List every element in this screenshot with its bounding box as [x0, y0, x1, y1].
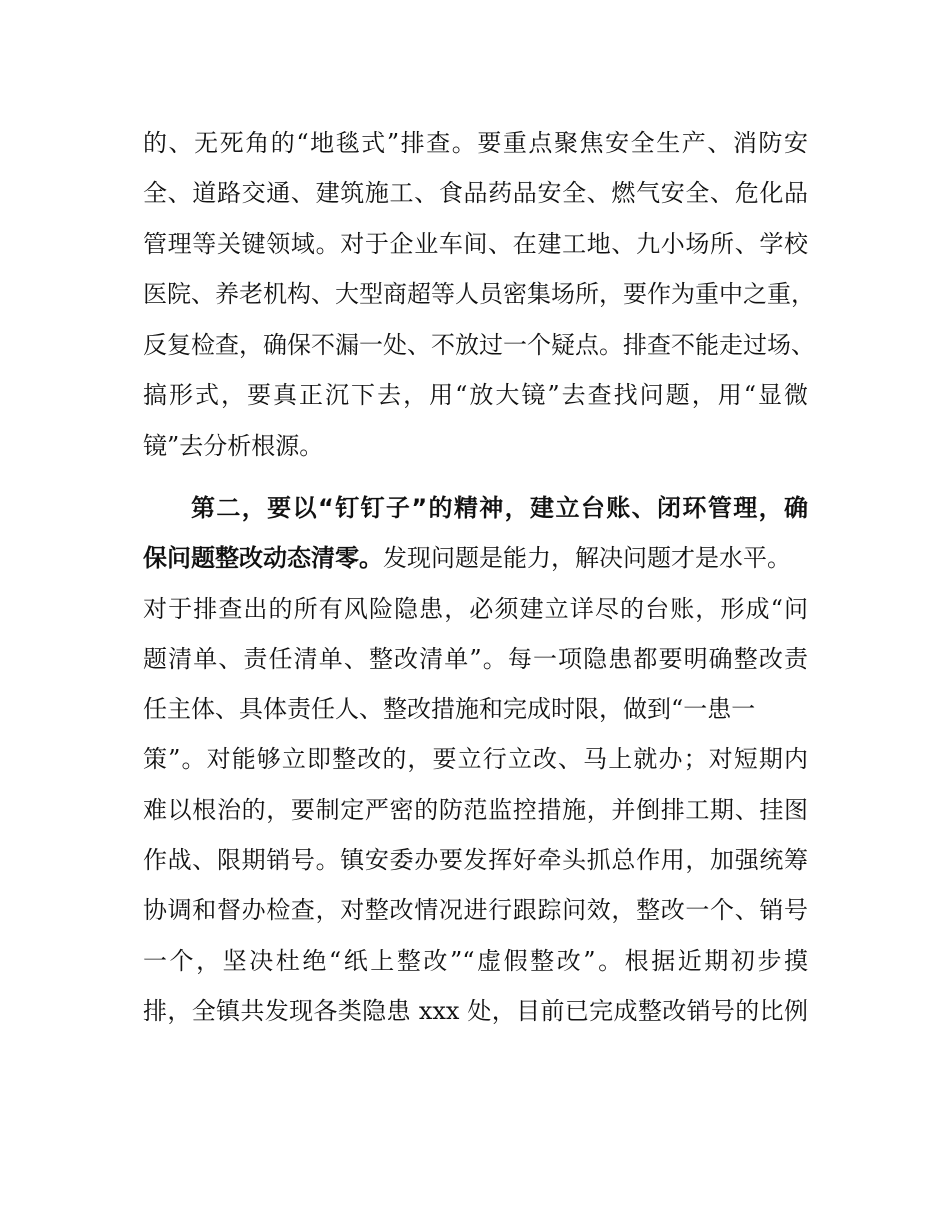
paragraph-line: 管理等关键领域。对于企业车间、在建工地、九小场所、学校 — [143, 230, 808, 258]
paragraph-line: 协调和督办检查，对整改情况进行跟踪问效，整改一个、销号 — [143, 896, 808, 924]
paragraph-line: 全、道路交通、建筑施工、食品药品安全、燃气安全、危化品 — [143, 179, 808, 207]
paragraph-line — [143, 543, 791, 573]
paragraph-line: 的、无死角的“地毯式”排查。要重点聚焦安全生产、消防安 — [143, 129, 808, 157]
paragraph-line: 镜”去分析根源。 — [143, 432, 324, 460]
paragraph-line: 策”。对能够立即整改的，要立行立改、马上就办；对短期内 — [143, 745, 808, 773]
paragraph-line: 反复检查，确保不漏一处、不放过一个疑点。排查不能走过场、 — [143, 331, 815, 359]
paragraph-line: 排，全镇共发现各类隐患 xxx 处，目前已完成整改销号的比例 — [143, 997, 808, 1025]
paragraph-line: 对于排查出的所有风险隐患，必须建立详尽的台账，形成“问 — [143, 595, 808, 623]
paragraph-line: 任主体、具体责任人、整改措施和完成时限，做到“一患一 — [143, 695, 756, 723]
section-heading-continuation: 保问题整改动态清零。 — [143, 544, 383, 572]
paragraph-line: 一个，坚决杜绝“纸上整改”“虚假整改”。根据近期初步摸 — [143, 947, 808, 975]
paragraph-line: 医院、养老机构、大型商超等人员密集场所，要作为重中之重， — [143, 280, 815, 308]
paragraph-line: 难以根治的，要制定严密的防范监控措施，并倒排工期、挂图 — [143, 796, 808, 824]
paragraph-line: 作战、限期销号。镇安委办要发挥好牵头抓总作用，加强统筹 — [143, 846, 808, 874]
section-heading: 第二，要以“钉钉子”的精神，建立台账、闭环管理，确 — [191, 494, 808, 522]
paragraph-line: 搞形式，要真正沉下去，用“放大镜”去查找问题，用“显微 — [143, 381, 808, 409]
paragraph-text: 发现问题是能力，解决问题才是水平。 — [383, 544, 791, 572]
paragraph-line: 题清单、责任清单、整改清单”。每一项隐患都要明确整改责 — [143, 645, 808, 673]
